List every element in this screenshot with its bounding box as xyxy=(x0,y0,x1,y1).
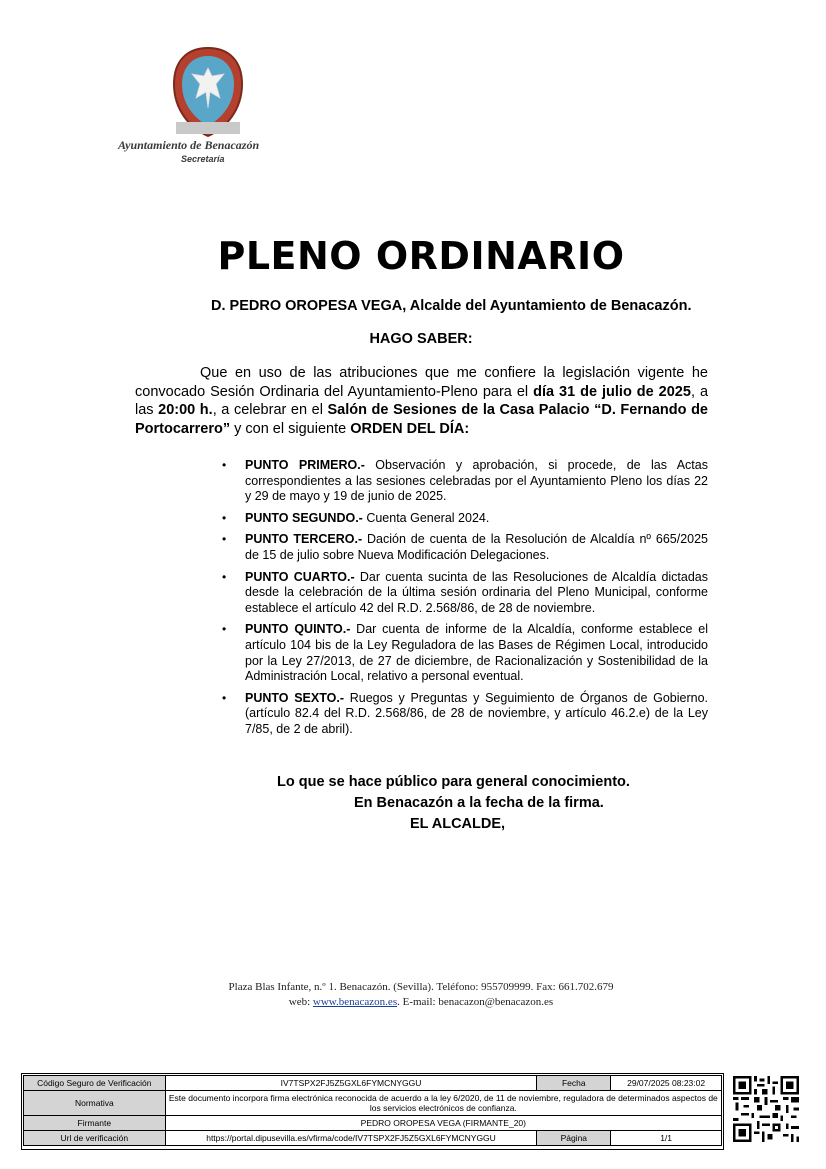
agenda-item-label: PUNTO SEXTO.- xyxy=(245,690,345,705)
agenda-item-text: Observación y aprobación, si procede, de las Actas correspondientes a las sesiones celebradas por el Ayuntamiento Pleno los días 22 y 29 de mayo y 19 de junio de 2025. xyxy=(245,458,708,504)
verification-url-label: Url de verificación xyxy=(24,1131,166,1146)
agenda-item xyxy=(217,570,708,617)
agenda-item xyxy=(217,458,708,505)
body-text-2: , a las xyxy=(135,383,709,418)
agenda-item-label: PUNTO SEGUNDO.- xyxy=(245,510,363,525)
agenda-list xyxy=(217,458,708,744)
session-date: día 31 de julio de 2025 xyxy=(533,383,691,400)
closing-public-notice: Lo que se hace público para general conocimiento. xyxy=(277,774,630,790)
agenda-item-text: Dación de cuenta de la Resolución de Alcaldía nº 665/2025 de 15 de julio sobre Nueva Modificación Delegaciones. xyxy=(245,532,709,562)
regulation-label: Normativa xyxy=(24,1091,166,1116)
announcement-heading: HAGO SABER: xyxy=(369,331,473,347)
table-row xyxy=(24,1131,722,1146)
agenda-item xyxy=(217,511,708,527)
agenda-item-text: Ruegos y Preguntas y Seguimiento de Órganos de Gobierno. (artículo 82.4 del R.D. 2.568/86, de 28 de noviembre, y artículo 46.2.e) de la Ley 7/85, de 2 de abril). xyxy=(245,690,708,736)
agenda-item-label: PUNTO QUINTO.- xyxy=(245,622,351,637)
agenda-item-text: Dar cuenta de informe de la Alcaldía, conforme establece el artículo 104 bis de la Ley Reguladora de las Bases de Régimen Local, introducido por la Ley 27/2013, de 27 de diciembre, de Racionalización y Sostenibilidad de la Administración Local, relativo a personal eventual. xyxy=(245,622,708,684)
date-value: 29/07/2025 08:23:02 xyxy=(611,1076,722,1091)
mayor-intro: D. PEDRO OROPESA VEGA, Alcalde del Ayuntamiento de Benacazón. xyxy=(211,298,692,314)
csv-value: IV7TSPX2FJ5Z5GXL6FYMCNYGGU xyxy=(165,1076,537,1091)
body-text-3: , a celebrar en el xyxy=(212,402,328,418)
table-row xyxy=(24,1116,722,1131)
organization-department: Secretaría xyxy=(181,154,225,164)
footer-web-label: web: xyxy=(288,996,313,1008)
footer-email: . E-mail: benacazon@benacazon.es xyxy=(397,996,554,1008)
convocation-paragraph xyxy=(135,364,708,438)
verification-url-link[interactable]: https://portal.dipusevilla.es/vfirma/code/IV7TSPX2FJ5Z5GXL6FYMCNYGGU xyxy=(165,1131,537,1146)
csv-label: Código Seguro de Verificación xyxy=(24,1076,166,1091)
agenda-item-label: PUNTO CUARTO.- xyxy=(245,569,355,584)
website-link[interactable]: www.benacazon.es xyxy=(312,996,398,1008)
agenda-heading: ORDEN DEL DÍA: xyxy=(350,420,470,437)
closing-place-date: En Benacazón a la fecha de la firma. xyxy=(354,795,604,811)
bullet-icon: • xyxy=(222,622,227,637)
bullet-icon: • xyxy=(222,690,227,705)
agenda-item-label: PUNTO PRIMERO.- xyxy=(245,458,365,472)
coat-of-arms-icon xyxy=(168,44,248,140)
signer-label: Firmante xyxy=(24,1116,166,1131)
signature-verification-table xyxy=(23,1075,722,1146)
organization-name: Ayuntamiento de Benacazón xyxy=(118,138,260,152)
footer-address: Plaza Blas Infante, n.º 1. Benacazón. (Sevilla). Teléfono: 955709999. Fax: 661.702.679 xyxy=(228,981,614,993)
session-time: 20:00 h. xyxy=(158,402,213,418)
closing-signatory: EL ALCALDE, xyxy=(410,816,506,832)
regulation-value: Este documento incorpora firma electrónica reconocida de acuerdo a la ley 6/2020, de 11 de noviembre, reguladora de determinados aspectos de los servicios electrónicos de confianza. xyxy=(165,1091,721,1116)
footer-contact xyxy=(0,996,826,1008)
agenda-item xyxy=(217,622,708,684)
bullet-icon: • xyxy=(222,532,227,547)
signer-value: PEDRO OROPESA VEGA (FIRMANTE_20) xyxy=(165,1116,721,1131)
bullet-icon: • xyxy=(222,458,227,472)
table-row xyxy=(24,1076,722,1091)
agenda-item-text: Cuenta General 2024. xyxy=(362,510,490,525)
session-venue: Salón de Sesiones de la Casa Palacio “D. Fernando de Portocarrero” xyxy=(135,402,708,437)
page-number: 1/1 xyxy=(611,1131,722,1146)
bullet-icon: • xyxy=(222,569,227,584)
bullet-icon: • xyxy=(222,510,227,525)
body-text-4: y con el siguiente xyxy=(230,420,351,437)
body-text-1: Que en uso de las atribuciones que me confiere la legislación vigente he convocado Sesión Ordinaria del Ayuntamiento-Pleno para el xyxy=(135,365,708,400)
agenda-item-text: Dar cuenta sucinta de las Resoluciones de Alcaldía dictadas desde la celebración de la última sesión ordinaria del Pleno Municipal, conforme establece el artículo 42 del R.D. 2.568/86, de 28 de noviembre. xyxy=(245,569,709,615)
agenda-item-label: PUNTO TERCERO.- xyxy=(245,532,363,547)
agenda-item xyxy=(217,691,708,738)
table-row xyxy=(24,1091,722,1116)
page-label: Página xyxy=(537,1131,611,1146)
date-label: Fecha xyxy=(537,1076,611,1091)
page-title: PLENO ORDINARIO xyxy=(217,234,625,278)
qr-code-icon xyxy=(733,1076,799,1142)
agenda-item xyxy=(217,532,708,563)
